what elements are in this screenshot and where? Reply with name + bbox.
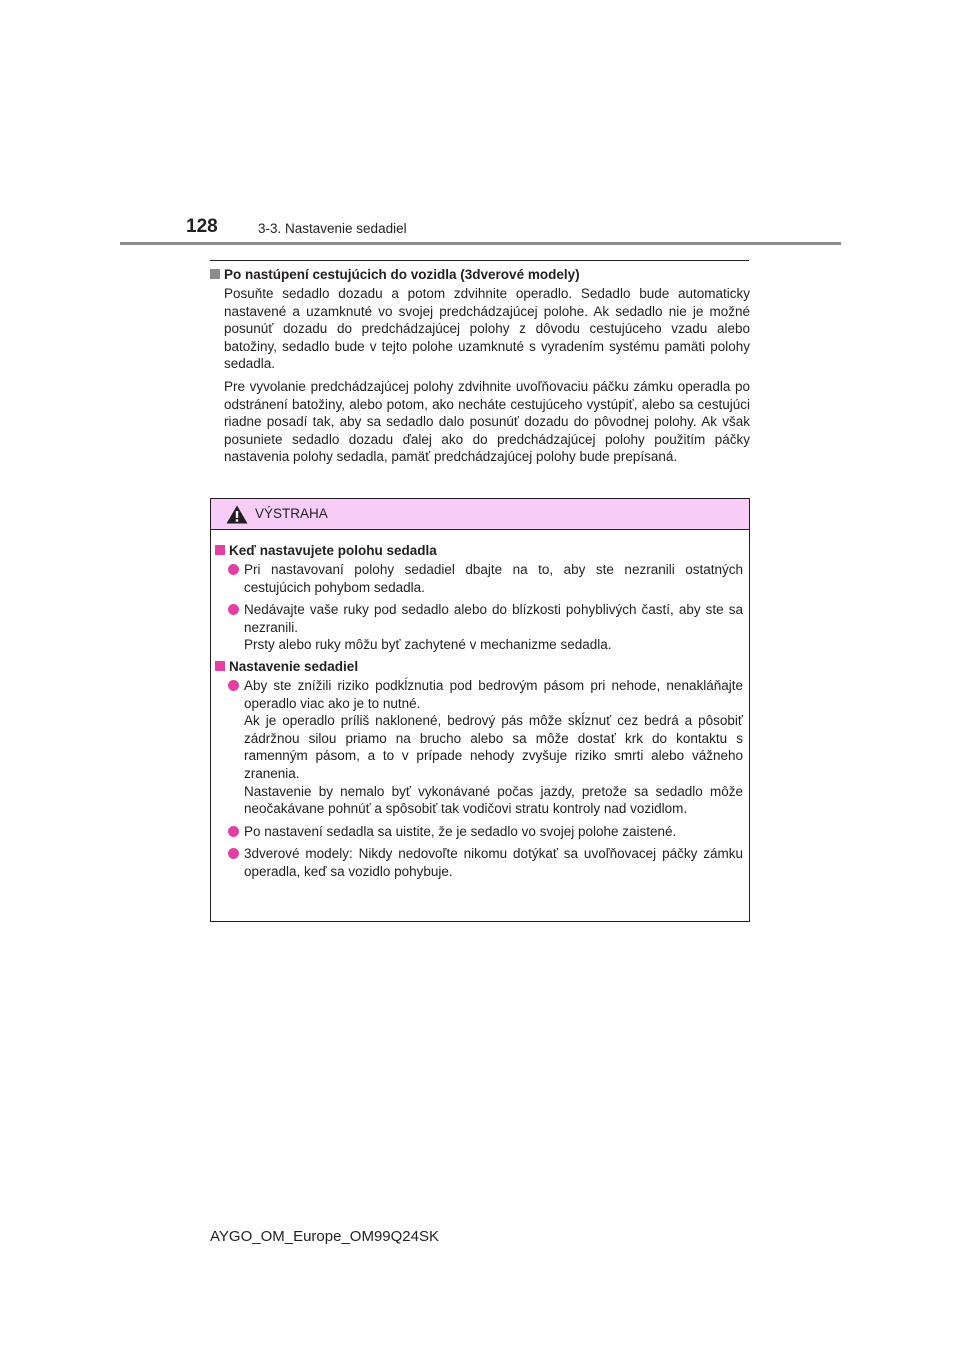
pink-square-bullet-icon [215, 545, 225, 555]
warning-title: VÝSTRAHA [255, 506, 328, 521]
content-top-rule [210, 260, 749, 261]
warning-item-text: Po nastavení sedadla sa uistite, že je sedadlo vo svojej polohe zaistené. [244, 823, 677, 839]
warning-header [211, 499, 749, 530]
warning-item [215, 561, 743, 596]
warning-item-text: Ak je operadlo príliš naklonené, bedrový pás môže skĺznuť cez bedrá a pôsobiť zádržnou silou priamo na brucho alebo sa môže dostať krk do kontaktu s ramenným pásom, a to v prípade nehody zvyšuje riziko smrti alebo vážneho zranenia. [244, 713, 743, 781]
section-heading [210, 266, 750, 284]
section-title: 3-3. Nastavenie sedadiel [258, 221, 407, 236]
warning-subheading-text: Nastavenie sedadiel [229, 658, 359, 674]
header-rule [120, 242, 841, 245]
pink-dot-bullet-icon [228, 680, 239, 691]
paragraph: Posuňte sedadlo dozadu a potom zdvihnite operadlo. Sedadlo bude automaticky nastavené a uzamknuté vo svojej predchádzajúcej polohe. Ak sedadlo nie je možné posunúť dozadu do predchádzajúcej polohy z dôvodu cestujúceho vzadu alebo batožiny, sedadlo bude v tejto polohe uzamknuté s vyradením systému pamäti polohy sedadla. [224, 286, 750, 372]
warning-item-text: Nedávajte vaše ruky pod sedadlo alebo do blízkosti pohyblivých častí, aby ste sa nezranili. [244, 602, 743, 635]
pink-dot-bullet-icon [228, 564, 239, 575]
gray-square-bullet-icon [210, 269, 220, 279]
warning-item [215, 677, 743, 818]
pink-dot-bullet-icon [228, 826, 239, 837]
page-number: 128 [186, 216, 218, 237]
warning-item-text: Pri nastavovaní polohy sedadiel dbajte na to, aby ste nezranili ostatných cestujúcich pohybom sedadla. [244, 562, 743, 595]
pink-dot-bullet-icon [228, 848, 239, 859]
warning-subheading [215, 658, 743, 676]
paragraph: Pre vyvolanie predchádzajúcej polohy zdvihnite uvoľňovaciu páčku zámku operadla po odstránení batožiny, alebo potom, ako necháte cestujúceho vystúpiť, alebo sa cestujúci riadne posadí tak, aby sa sedadlo dalo posunúť dozadu do pôvodnej polohy. Ak však posuniete sedadlo dozadu ďalej ako do predchádzajúcej polohy použitím páčky nastavenia polohy sedadla, pamäť predchádzajúcej polohy bude prepísaná. [224, 378, 750, 465]
warning-subheading-text: Keď nastavujete polohu sedadla [229, 543, 437, 558]
warning-item [215, 845, 743, 880]
warning-item [215, 601, 743, 654]
pink-square-bullet-icon [215, 661, 225, 671]
pink-dot-bullet-icon [228, 604, 239, 615]
warning-box [210, 498, 750, 922]
warning-item-text: Nastavenie by nemalo byť vykonávané počas jazdy, pretože sa sedadlo môže neočakávane pohnúť a spôsobiť tak vodičovi stratu kontroly nad vozidlom. [244, 783, 743, 817]
main-section [210, 266, 750, 466]
warning-triangle-icon [226, 505, 248, 524]
warning-item-text: Prsty alebo ruky môžu byť zachytené v mechanizme sedadla. [244, 637, 612, 653]
warning-item [215, 823, 743, 841]
warning-body [211, 530, 749, 881]
section-heading-text: Po nastúpení cestujúcich do vozidla (3dverové modely) [224, 267, 580, 282]
warning-item-text: Aby ste znížili riziko podkĺznutia pod bedrovým pásom pri nehode, nenakláňajte operadlo viac ako je to nutné. [244, 677, 743, 711]
footer-doc-id: AYGO_OM_Europe_OM99Q24SK [210, 1228, 439, 1245]
warning-item-text: 3dverové modely: Nikdy nedovoľte nikomu dotýkať sa uvoľňovacej páčky zámku operadla, keď sa vozidlo pohybuje. [244, 846, 743, 879]
warning-subheading [215, 542, 743, 560]
